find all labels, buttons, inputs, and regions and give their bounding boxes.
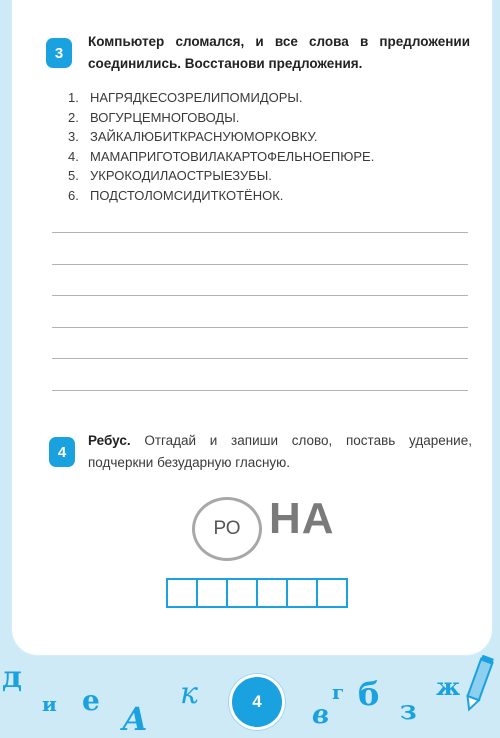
list-item: 2. ВОГУРЦЕМНОГОВОДЫ. [68, 109, 240, 125]
answer-box[interactable] [258, 580, 288, 606]
list-item: 5. УКРОКОДИЛАОСТРЫЕЗУБЫ. [68, 168, 272, 183]
merged-sentences-list [68, 88, 374, 205]
task-4-instruction [88, 430, 472, 474]
decor-letter: г [332, 680, 345, 704]
answer-box[interactable] [288, 580, 318, 606]
decor-letter: ж [436, 672, 461, 701]
writing-line[interactable] [52, 264, 468, 265]
writing-line[interactable] [52, 295, 468, 296]
decor-letter: А [122, 700, 149, 738]
list-item: 1. НАГРЯДКЕСОЗРЕЛИПОМИДОРЫ. [68, 90, 303, 105]
decor-letter: з [400, 696, 417, 726]
task-4-title: Ребус. [88, 433, 131, 448]
writing-line[interactable] [52, 390, 468, 391]
answer-box[interactable] [168, 580, 198, 606]
list-item: 6. ПОДСТОЛОМСИДИТКОТЁНОК. [68, 187, 284, 203]
task-4-badge: 4 [49, 437, 75, 467]
writing-line[interactable] [52, 232, 468, 233]
pencil-icon [458, 655, 498, 715]
workbook-page [12, 0, 492, 655]
rebus-letter-o [192, 497, 262, 561]
task-3-badge: 3 [46, 38, 72, 68]
list-item: 4. МАМАПРИГОТОВИЛАКАРТОФЕЛЬНОЕПЮРЕ. [68, 148, 375, 164]
page-number: 4 [229, 674, 285, 730]
decor-letter: к [180, 676, 198, 711]
writing-line[interactable] [52, 327, 468, 328]
decor-letter: е [82, 684, 100, 717]
decor-letter: в [312, 700, 330, 730]
decor-letter: д [2, 660, 22, 695]
decor-letter: б [358, 675, 380, 713]
decor-letter: и [42, 692, 57, 716]
answer-box[interactable] [228, 580, 258, 606]
answer-box[interactable] [318, 580, 346, 606]
answer-boxes[interactable] [166, 578, 348, 608]
answer-box[interactable] [198, 580, 228, 606]
task-3-instruction: Компьютер сломался, и все слова в предложении соединились. Восстанови предложения. [88, 34, 470, 71]
writing-line[interactable] [52, 358, 468, 359]
task-4-text: Отгадай и запиши слово, поставь ударение, подчеркни безударную гласную. [88, 433, 472, 470]
rebus-word: НА [269, 494, 335, 543]
list-item: 3. ЗАЙКАЛЮБИТКРАСНУЮМОРКОВКУ. [68, 129, 318, 144]
writing-lines[interactable] [52, 232, 468, 421]
rebus-inner-text: РО [213, 518, 241, 539]
